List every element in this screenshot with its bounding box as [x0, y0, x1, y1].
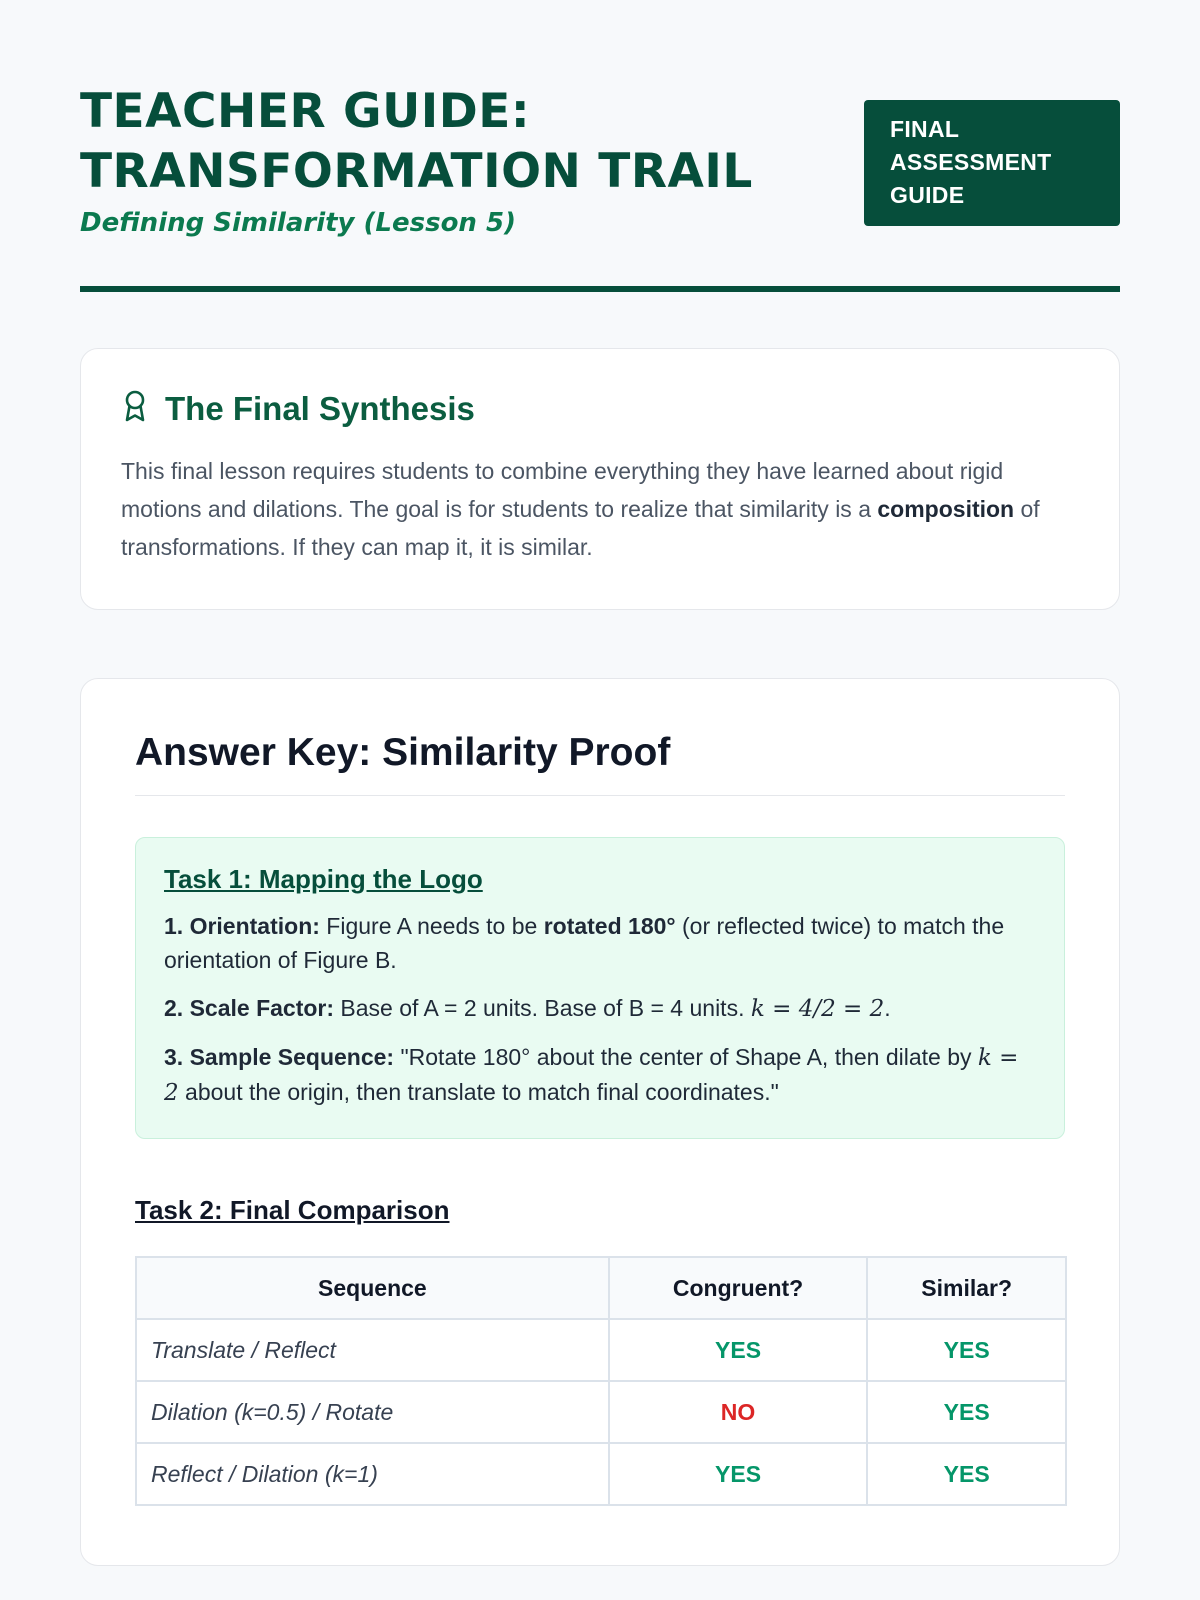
synthesis-card: [80, 348, 1120, 610]
item1-bold: rotated 180°: [543, 913, 676, 939]
item3-math: k = 2: [164, 1045, 1019, 1106]
item1-text-a: Figure A needs to be: [319, 913, 544, 939]
badge-line-3: GUIDE: [890, 182, 965, 208]
item2-text: Base of A = 2 units. Base of B = 4 units.: [334, 995, 751, 1021]
item1-text-b: (or reflected twice) to match the orientation of Figure B.: [164, 913, 1005, 973]
header-divider: [80, 286, 1120, 292]
similar-cell: YES: [867, 1319, 1066, 1381]
answer-key-title: Answer Key: Similarity Proof: [135, 731, 671, 774]
sequence-cell: Dilation (k=0.5) / Rotate: [136, 1381, 609, 1443]
similar-cell: YES: [867, 1443, 1066, 1505]
title-line-2: TRANSFORMATION TRAIL: [80, 144, 753, 199]
table-header-row: [136, 1257, 1066, 1319]
header-similar: Similar?: [867, 1257, 1066, 1319]
congruent-cell: YES: [609, 1443, 868, 1505]
synthesis-text-end: of transformations. If they can map it, it is similar.: [121, 496, 1040, 560]
page-subtitle: Defining Similarity (Lesson 5): [80, 208, 516, 238]
badge-line-1: FINAL: [890, 116, 960, 142]
title-line-1: TEACHER GUIDE:: [80, 84, 531, 139]
task1-item-3: [164, 1040, 1036, 1110]
header-congruent: Congruent?: [609, 1257, 868, 1319]
synthesis-text-start: This final lesson requires students to combine everything they have learned about rigid motions and dilations. The goal is for students to realize that similarity is a: [121, 458, 1004, 522]
item3-text-b: about the origin, then translate to match final coordinates.": [178, 1079, 779, 1105]
item3-text-a: "Rotate 180° about the center of Shape A, then dilate by: [394, 1044, 978, 1070]
item3-label: 3. Sample Sequence:: [164, 1044, 395, 1070]
sequence-cell: Reflect / Dilation (k=1): [136, 1443, 609, 1505]
table-row: [136, 1443, 1066, 1505]
assessment-badge: [864, 100, 1120, 226]
header-sequence: Sequence: [136, 1257, 609, 1319]
similar-cell: YES: [867, 1381, 1066, 1443]
table-row: [136, 1381, 1066, 1443]
comparison-table: [135, 1256, 1067, 1506]
answer-key-card: [80, 678, 1120, 1566]
task1-box: [135, 837, 1065, 1139]
task2-title: Task 2: Final Comparison: [135, 1195, 450, 1225]
item1-label: 1. Orientation:: [164, 913, 320, 939]
synthesis-title: The Final Synthesis: [165, 389, 475, 427]
task1-item-1: [164, 909, 1036, 977]
synthesis-header: [121, 389, 1079, 428]
badge-line-2: ASSESSMENT: [890, 149, 1052, 175]
header: [80, 82, 1120, 242]
synthesis-text-bold: composition: [877, 496, 1015, 522]
synthesis-text: [121, 452, 1079, 566]
item2-math: k = 4/2 = 2: [750, 996, 885, 1022]
sequence-cell: Translate / Reflect: [136, 1319, 609, 1381]
answer-key-divider: [135, 795, 1065, 796]
item2-label: 2. Scale Factor:: [164, 995, 335, 1021]
task1-title: Task 1: Mapping the Logo: [164, 864, 483, 894]
task1-item-2: 2. Scale Factor: Base of A = 2 units. Base of B = 4 units. k = 4/2 = 2.: [164, 995, 891, 1022]
congruent-cell: YES: [609, 1319, 868, 1381]
congruent-cell: NO: [609, 1381, 868, 1443]
table-row: [136, 1319, 1066, 1381]
award-ribbon-icon: [121, 389, 149, 428]
